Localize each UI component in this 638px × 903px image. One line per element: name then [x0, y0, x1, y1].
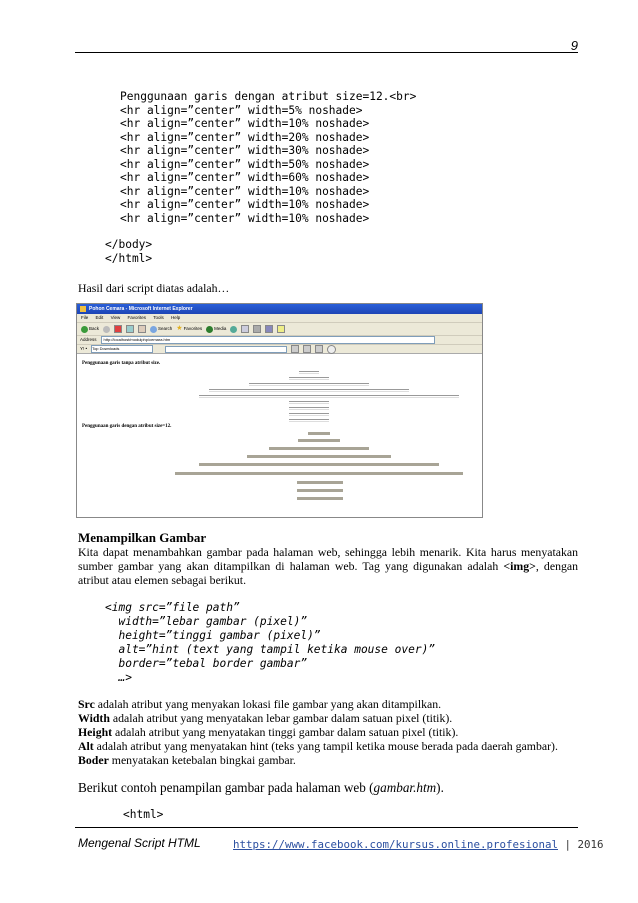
- example-intro: Berikut contoh penampilan gambar pada halaman web (gambar.htm).: [78, 780, 444, 795]
- media-button[interactable]: Media: [206, 323, 226, 335]
- code-line: Penggunaan garis dengan atribut size=12.<br>: [120, 90, 417, 103]
- thick-rule: [298, 439, 340, 442]
- home-icon[interactable]: [138, 325, 146, 333]
- attribute-row: Alt adalah atribut yang menyatakan hint (teks yang tampil ketika mouse berada pada daerah gambar).: [78, 739, 558, 753]
- toolbar-option-icon[interactable]: [303, 345, 311, 353]
- thin-rule: [289, 377, 329, 380]
- toolbar-option-icon[interactable]: [315, 345, 323, 353]
- browser-toolbar: [77, 323, 482, 336]
- code-line: border=”tebal border gambar”: [105, 657, 308, 670]
- code-line: width=”lebar gambar (pixel)”: [105, 615, 308, 628]
- forward-arrow-icon[interactable]: [103, 326, 110, 333]
- links-bar: [77, 345, 482, 354]
- attribute-row: Height adalah atribut yang menyatakan tinggi gambar dalam satuan pixel (titik).: [78, 725, 459, 739]
- code-line: height=”tinggi gambar (pixel)”: [105, 629, 321, 642]
- code-line: <hr align=”center” width=10% noshade>: [120, 211, 370, 225]
- search-button[interactable]: Search: [150, 323, 172, 335]
- code-line: </body>: [105, 238, 153, 251]
- content-text: Penggunaan garis dengan atribut size=12.: [82, 424, 172, 429]
- example-filename: gambar.htm: [373, 780, 437, 795]
- thin-rule: [299, 371, 319, 374]
- header-rule: [75, 52, 578, 53]
- code-line: <hr align=”center” width=10% noshade>: [120, 117, 370, 130]
- thick-rule: [175, 472, 463, 475]
- thick-rule: [199, 463, 439, 466]
- stop-icon[interactable]: [114, 325, 122, 333]
- browser-screenshot: [76, 303, 483, 518]
- thick-rule: [297, 489, 343, 492]
- thin-rule: [289, 407, 329, 410]
- result-caption: Hasil dari script diatas adalah…: [78, 281, 230, 295]
- code-line: <hr align=”center” width=5% noshade>: [120, 103, 363, 117]
- attribute-row: Boder menyatakan ketebalan bingkai gambar.: [78, 753, 296, 767]
- thin-rule: [209, 389, 409, 392]
- code-line: <hr align=”center” width=30% noshade>: [120, 144, 370, 157]
- thick-rule: [297, 481, 343, 484]
- search-icon: [150, 326, 157, 333]
- thin-rule: [249, 383, 369, 386]
- menu-bar: [77, 314, 482, 323]
- back-button[interactable]: Back: [81, 323, 99, 335]
- section-heading: Menampilkan Gambar: [78, 530, 207, 545]
- menu-view[interactable]: View: [110, 315, 121, 320]
- history-icon[interactable]: [230, 326, 237, 333]
- footer-rule: [75, 827, 578, 828]
- code-line: <hr align=”center” width=10% noshade>: [120, 184, 370, 198]
- back-arrow-icon: [81, 326, 88, 333]
- thin-rule: [289, 401, 329, 404]
- menu-tools[interactable]: Tools: [153, 315, 164, 320]
- star-icon: ★: [176, 325, 183, 332]
- img-tag: <img>: [503, 559, 536, 573]
- favorites-button[interactable]: ★ Favorites: [176, 323, 202, 335]
- address-label: Address: [80, 337, 97, 342]
- yahoo-label: Y! •: [80, 346, 88, 351]
- top-downloads-dropdown[interactable]: Top Downloads: [91, 345, 153, 353]
- code-line: …>: [105, 671, 132, 684]
- code-line: </html>: [105, 251, 153, 265]
- mail-icon[interactable]: [241, 325, 249, 333]
- footer-right: https://www.facebook.com/kursus.online.profesional | 2016: [233, 838, 604, 851]
- folder-icon[interactable]: [277, 325, 285, 333]
- window-title: Pohon Cemara - Microsoft Internet Explorer: [89, 306, 193, 312]
- ie-logo-icon: [80, 306, 86, 312]
- media-icon: [206, 326, 213, 333]
- attribute-row: Width adalah atribut yang menyatakan lebar gambar dalam satuan pixel (titik).: [78, 711, 453, 725]
- menu-file[interactable]: File: [81, 315, 89, 320]
- thin-rule: [289, 413, 329, 416]
- footer-title: Mengenal Script HTML: [78, 836, 201, 850]
- window-titlebar: [77, 304, 482, 314]
- address-bar: [77, 336, 482, 345]
- thin-rule: [289, 419, 329, 422]
- toolbar-option-icon[interactable]: [291, 345, 299, 353]
- footer-link[interactable]: https://www.facebook.com/kursus.online.profesional: [233, 838, 559, 851]
- code-line: <html>: [123, 808, 164, 821]
- code-line: <hr align=”center” width=60% noshade>: [120, 171, 370, 184]
- address-input[interactable]: http://localhost/modulphp/cemara.htm: [101, 336, 435, 344]
- thick-rule: [247, 455, 391, 458]
- code-line: alt=”hint (text yang tampil ketika mouse over)”: [105, 643, 436, 656]
- page-number: 9: [570, 38, 578, 53]
- footer-year: 2016: [577, 838, 604, 851]
- code-line: <hr align=”center” width=20% noshade>: [120, 130, 370, 144]
- menu-help[interactable]: Help: [170, 315, 181, 320]
- intro-paragraph: Kita dapat menambahkan gambar pada halaman web, sehingga lebih menarik. Kita harus menyatakan sumber gambar yang akan ditampilkan di halaman web. Tag yang digunakan adalah <img>, dengan atribut atau elemen sebagai berikut.: [78, 545, 578, 587]
- thin-rule: [199, 395, 459, 398]
- content-text: Penggunaan garis tanpa atribut size.: [82, 361, 161, 366]
- browser-content: [77, 356, 482, 517]
- edit-icon[interactable]: [265, 325, 273, 333]
- code-line: <img src=”file path”: [105, 601, 240, 614]
- code-line: <hr align=”center” width=10% noshade>: [120, 198, 370, 211]
- thick-rule: [269, 447, 369, 450]
- print-icon[interactable]: [253, 325, 261, 333]
- thick-rule: [297, 497, 343, 500]
- toolbar-search-input[interactable]: [165, 346, 287, 353]
- menu-edit[interactable]: Edit: [95, 315, 104, 320]
- thick-rule: [308, 432, 330, 435]
- help-icon[interactable]: [327, 345, 336, 354]
- attribute-row: Src adalah atribut yang menyakan lokasi file gambar yang akan ditampilkan.: [78, 697, 442, 711]
- refresh-icon[interactable]: [126, 325, 134, 333]
- code-line: <hr align=”center” width=50% noshade>: [120, 157, 370, 171]
- menu-favorites[interactable]: Favorites: [127, 315, 147, 320]
